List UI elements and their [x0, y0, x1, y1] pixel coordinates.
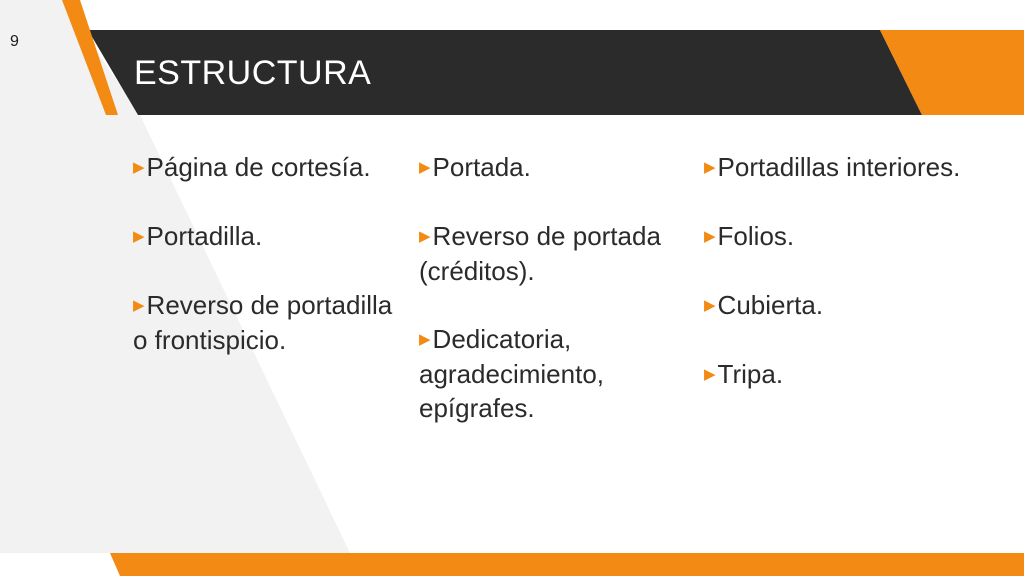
- list-item: [704, 288, 974, 323]
- bullet-icon: ▶: [419, 228, 431, 245]
- list-item: [133, 219, 403, 254]
- bullet-icon: ▶: [704, 366, 716, 383]
- bullet-icon: ▶: [704, 159, 716, 176]
- list-item-label: Tripa.: [717, 359, 784, 389]
- list-item: [419, 219, 689, 288]
- list-item: [704, 219, 974, 254]
- bullet-icon: ▶: [133, 297, 145, 314]
- content-column-3: [704, 150, 974, 426]
- list-item: [133, 288, 403, 357]
- list-item-label: Portada.: [432, 152, 531, 182]
- list-item-label: Dedicatoria, agradecimiento, epígrafes.: [419, 324, 604, 423]
- list-item-label: Página de cortesía.: [146, 152, 371, 182]
- slide-number: 9: [10, 33, 19, 50]
- bullet-icon: ▶: [419, 331, 431, 348]
- list-item-label: Cubierta.: [717, 290, 824, 320]
- list-item: [133, 150, 403, 185]
- content-column-2: [419, 150, 689, 459]
- list-item: [419, 322, 689, 425]
- content-column-1: [133, 150, 403, 391]
- bullet-icon: ▶: [704, 297, 716, 314]
- list-item-label: Portadillas interiores.: [717, 152, 961, 182]
- list-item-label: Portadilla.: [146, 221, 263, 251]
- list-item-label: Reverso de portadilla o frontispicio.: [133, 290, 393, 355]
- list-item: [419, 150, 689, 185]
- bottom-orange-bar: [110, 553, 1024, 576]
- list-item-label: Folios.: [717, 221, 795, 251]
- list-item: [704, 150, 974, 185]
- list-item-label: Reverso de portada (créditos).: [419, 221, 661, 286]
- slide-title: ESTRUCTURA: [134, 54, 372, 92]
- list-item: [704, 357, 974, 392]
- bullet-icon: ▶: [133, 228, 145, 245]
- bullet-icon: ▶: [704, 228, 716, 245]
- bullet-icon: ▶: [419, 159, 431, 176]
- bullet-icon: ▶: [133, 159, 145, 176]
